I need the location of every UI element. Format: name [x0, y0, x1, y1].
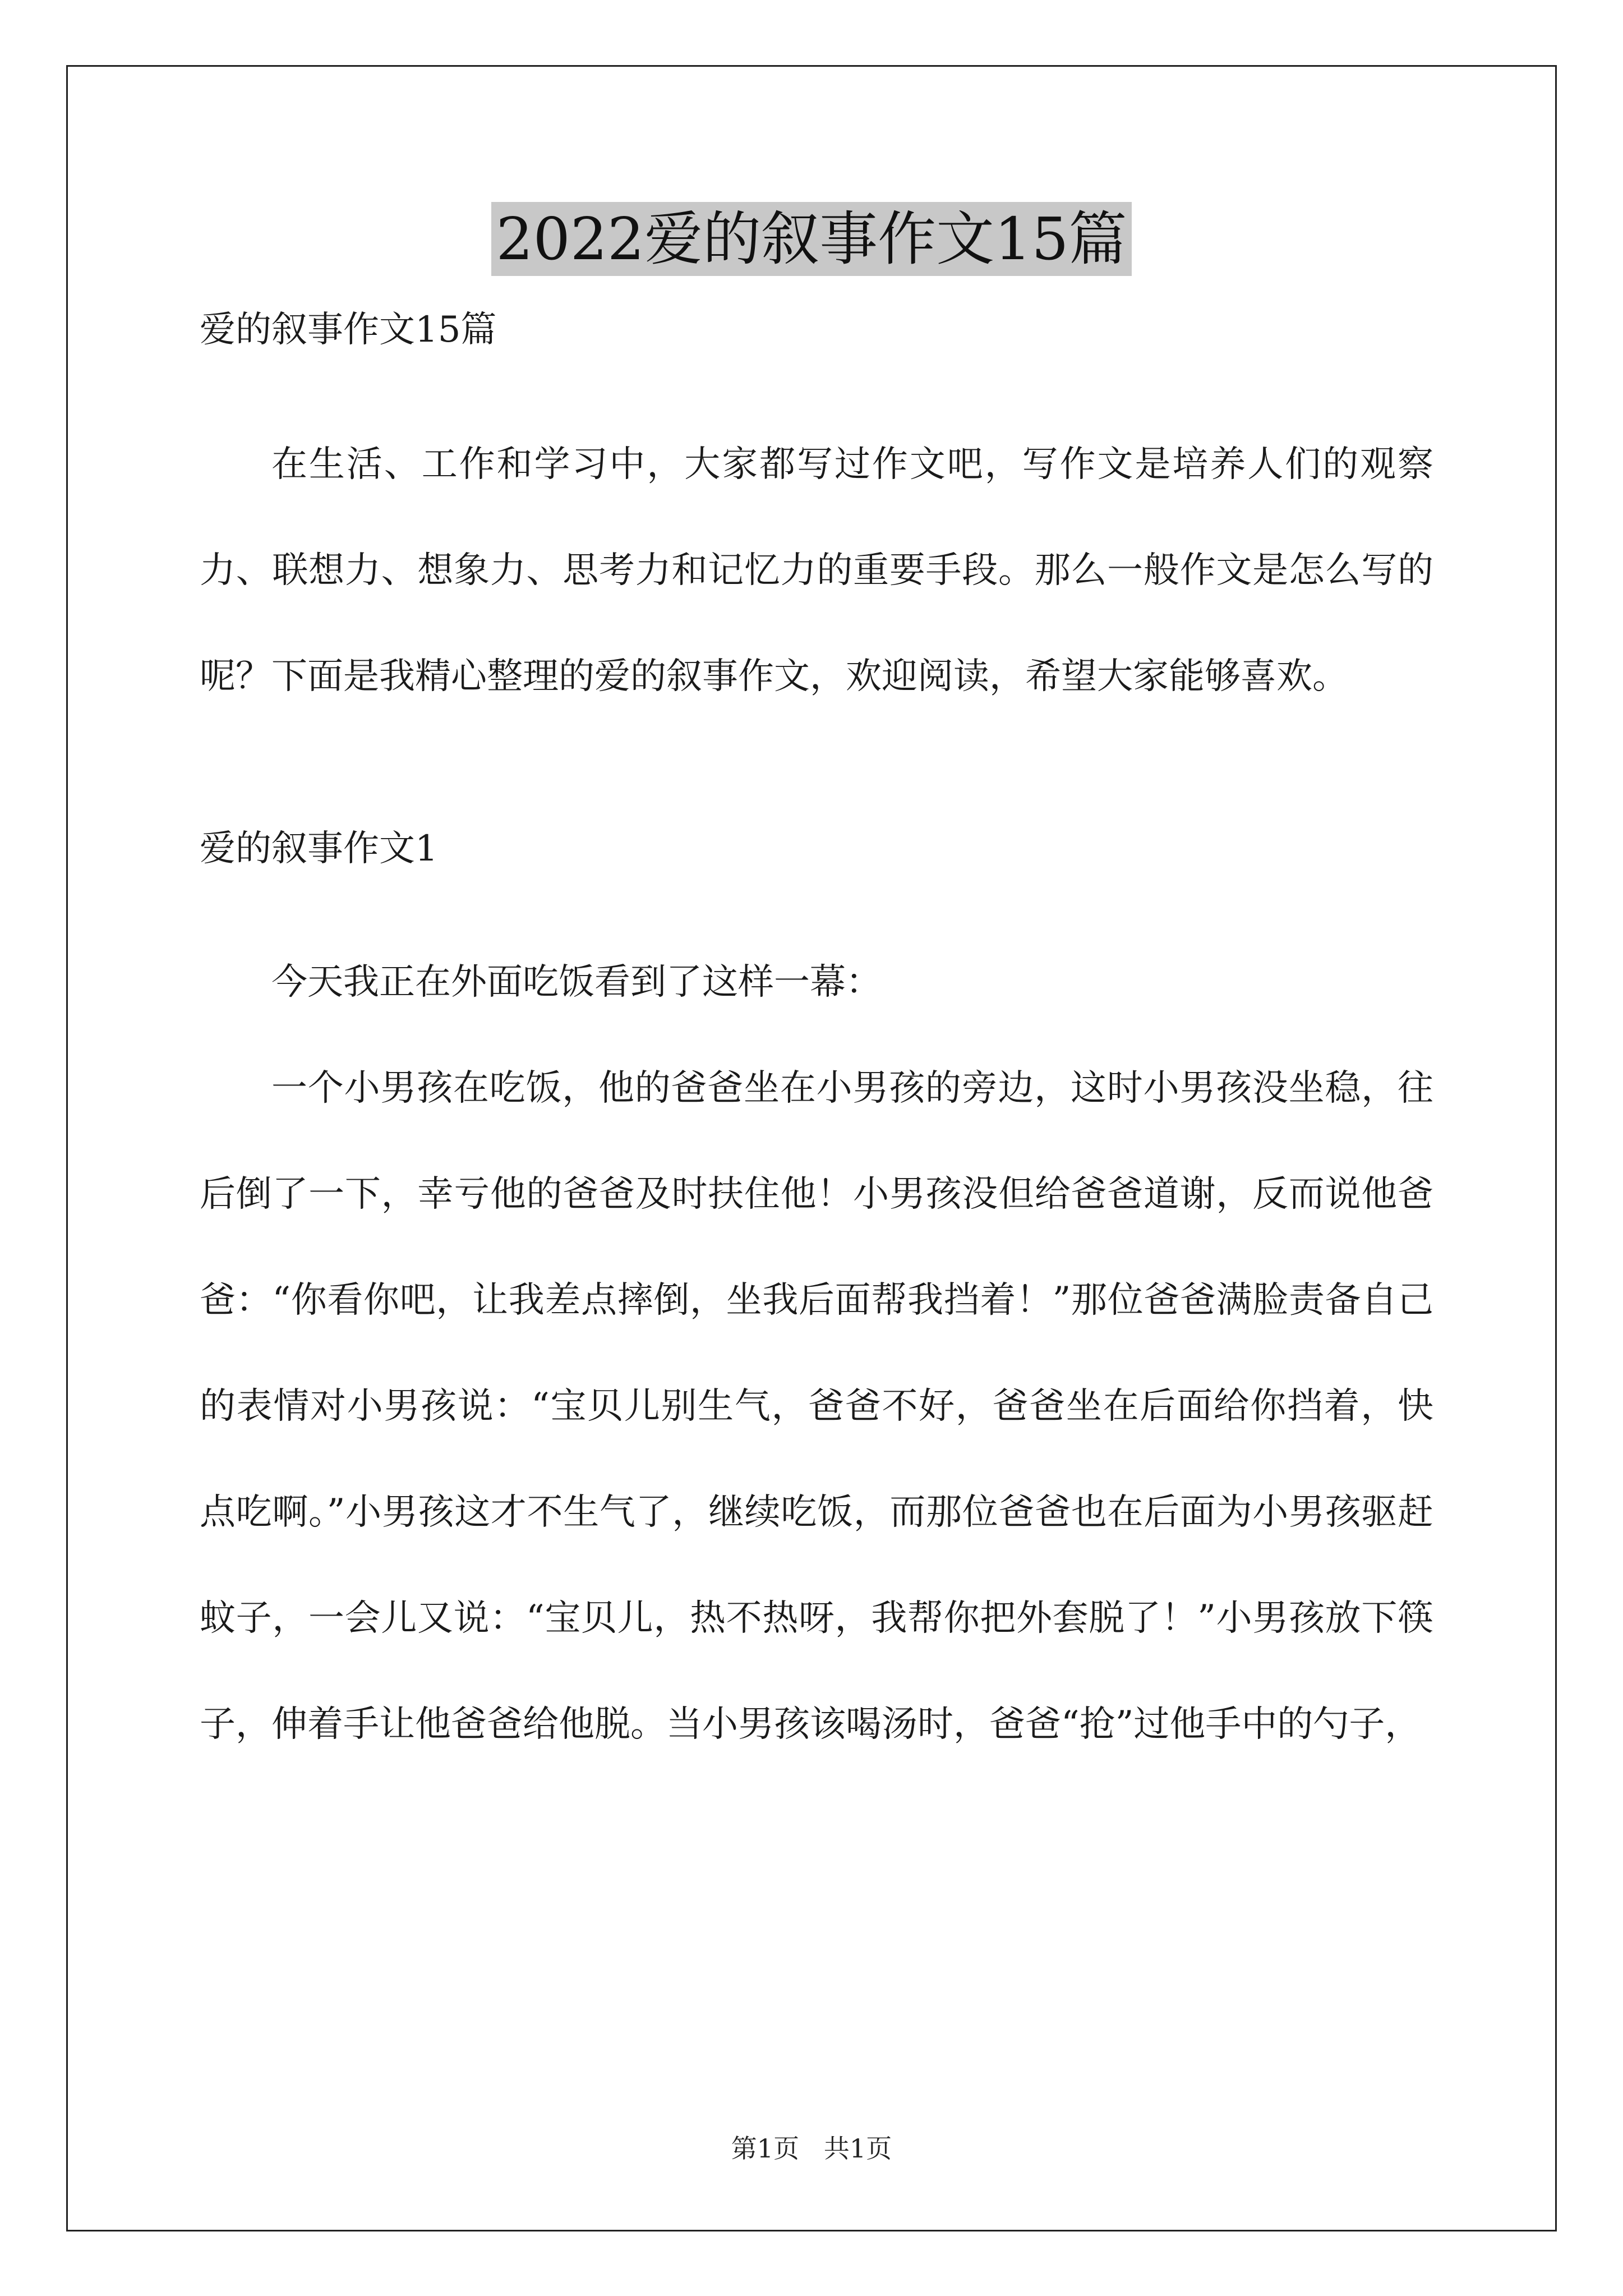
title-block	[0, 202, 1623, 276]
document-body	[200, 307, 1433, 1778]
document-subtitle: 爱的叙事作文15篇	[200, 309, 497, 351]
intro-paragraph: 在生活、工作和学习中，大家都写过作文吧，写作文是培养人们的观察力、联想力、想象力、思考力和记忆力的重要手段。那么一般作文是怎么写的呢？下面是我精心整理的爱的叙事作文，欢迎阅读，希望大家能够喜欢。	[200, 444, 1433, 697]
body-paragraph: 一个小男孩在吃饭，他的爸爸坐在小男孩的旁边，这时小男孩没坐稳，往后倒了一下，幸亏他的爸爸及时扶住他！小男孩没但给爸爸道谢，反而说他爸爸：“你看你吧，让我差点摔倒，坐我后面帮我挡着！”那位爸爸满脸责备自己的表情对小男孩说：“宝贝儿别生气，爸爸不好，爸爸坐在后面给你挡着，快点吃啊。”小男孩这才不生气了，继续吃饭，而那位爸爸也在后面为小男孩驱赶蚊子，一会儿又说：“宝贝儿，热不热呀，我帮你把外套脱了！”小男孩放下筷子，伸着手让他爸爸给他脱。当小男孩该喝汤时，爸爸“抢”过他手中的勺子，	[200, 1068, 1433, 1745]
spacer	[200, 871, 1433, 930]
body-paragraph: 今天我正在外面吃饭看到了这样一幕：	[271, 961, 882, 1003]
section-heading: 爱的叙事作文1	[200, 828, 438, 869]
page-footer: 第1页 共1页	[731, 2133, 892, 2164]
spacer	[200, 730, 1433, 826]
document-title: 2022爱的叙事作文15篇	[491, 202, 1131, 276]
spacer	[200, 352, 1433, 412]
